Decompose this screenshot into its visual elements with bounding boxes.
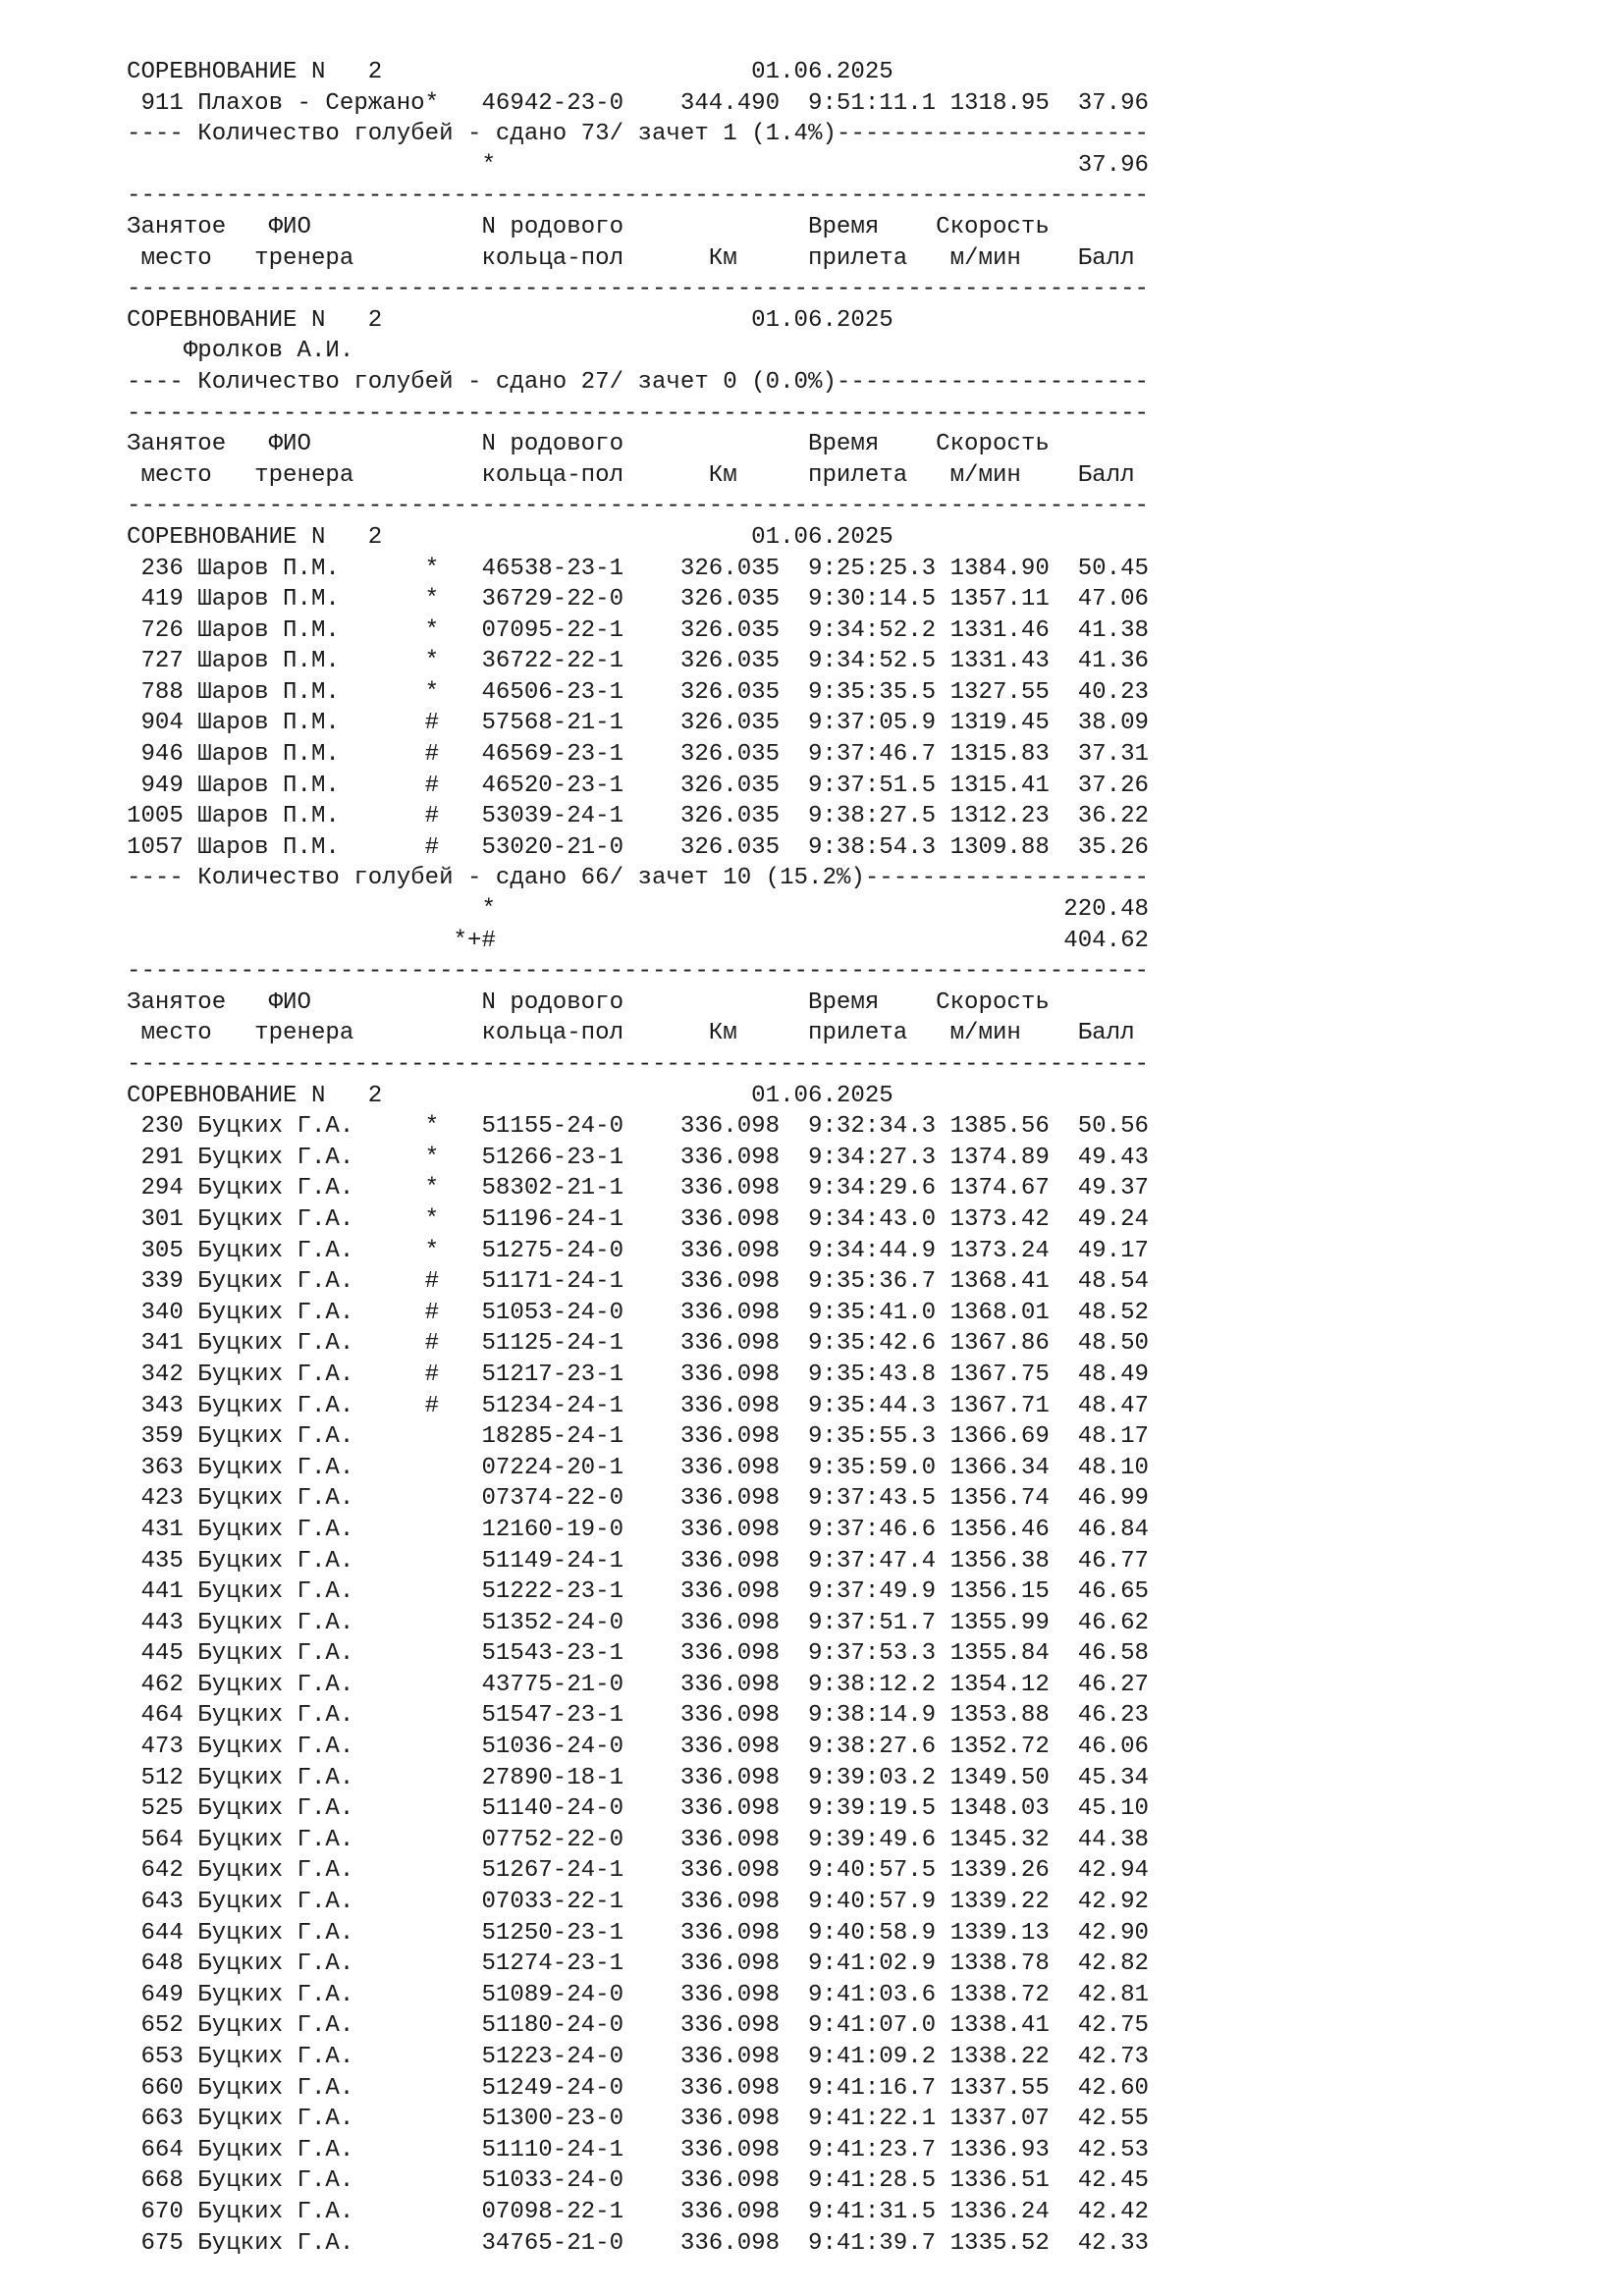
result-row: 462 Буцких Г.А. 43775-21-0 336.098 9:38:12.2 1354.12 46.27 xyxy=(127,1671,1150,1698)
result-row: 670 Буцких Г.А. 07098-22-1 336.098 9:41:31.5 1336.24 42.42 xyxy=(127,2198,1150,2225)
result-row: 946 Шаров П.М. # 46569-23-1 326.035 9:37:46.7 1315.83 37.31 xyxy=(127,741,1150,769)
column-header-row: место тренера кольца-пол Км прилета м/мин Балл xyxy=(127,461,1135,489)
result-row: 668 Буцких Г.А. 51033-24-0 336.098 9:41:28.5 1336.51 42.45 xyxy=(127,2167,1150,2195)
result-row: 788 Шаров П.М. * 46506-23-1 326.035 9:35:35.5 1327.55 40.23 xyxy=(127,678,1150,706)
result-row: 339 Буцких Г.А. # 51171-24-1 336.098 9:35:36.7 1368.41 48.54 xyxy=(127,1268,1150,1296)
result-row: 644 Буцких Г.А. 51250-23-1 336.098 9:40:58.9 1339.13 42.90 xyxy=(127,1919,1150,1947)
result-row: 525 Буцких Г.А. 51140-24-0 336.098 9:39:19.5 1348.03 45.10 xyxy=(127,1795,1150,1823)
result-row: 642 Буцких Г.А. 51267-24-1 336.098 9:40:57.5 1339.26 42.94 xyxy=(127,1857,1150,1885)
result-row: 726 Шаров П.М. * 07095-22-1 326.035 9:34:52.2 1331.46 41.38 xyxy=(127,616,1150,644)
result-row: 643 Буцких Г.А. 07033-22-1 336.098 9:40:57.9 1339.22 42.92 xyxy=(127,1889,1150,1916)
result-row: 342 Буцких Г.А. # 51217-23-1 336.098 9:35:43.8 1367.75 48.49 xyxy=(127,1361,1150,1388)
result-row: 445 Буцких Г.А. 51543-23-1 336.098 9:37:53.3 1355.84 46.58 xyxy=(127,1640,1150,1668)
result-row: 512 Буцких Г.А. 27890-18-1 336.098 9:39:03.2 1349.50 45.34 xyxy=(127,1764,1150,1791)
result-row: 236 Шаров П.М. * 46538-23-1 326.035 9:25:25.3 1384.90 50.45 xyxy=(127,555,1150,582)
result-row: 653 Буцких Г.А. 51223-24-0 336.098 9:41:09.2 1338.22 42.73 xyxy=(127,2044,1150,2070)
result-row: 359 Буцких Г.А. 18285-24-1 336.098 9:35:55.3 1366.69 48.17 xyxy=(127,1423,1150,1451)
result-row: 305 Буцких Г.А. * 51275-24-0 336.098 9:34:44.9 1373.24 49.17 xyxy=(127,1237,1150,1264)
column-header-row: место тренера кольца-пол Км прилета м/мин Балл xyxy=(127,1020,1135,1047)
competition-header: СОРЕВНОВАНИЕ N 2 01.06.2025 xyxy=(127,523,893,551)
result-row: 343 Буцких Г.А. # 51234-24-1 336.098 9:35:44.3 1367.71 48.47 xyxy=(127,1392,1150,1419)
result-row: 291 Буцких Г.А. * 51266-23-1 336.098 9:34:27.3 1374.89 49.43 xyxy=(127,1144,1150,1171)
result-row: 435 Буцких Г.А. 51149-24-1 336.098 9:37:47.4 1356.38 46.77 xyxy=(127,1547,1150,1575)
result-row: 294 Буцких Г.А. * 58302-21-1 336.098 9:34:29.6 1374.67 49.37 xyxy=(127,1175,1150,1202)
column-header-row: Занятое ФИО N родового Время Скорость xyxy=(127,213,1050,240)
points-total-row: *+# 404.62 xyxy=(127,927,1150,954)
points-total-row: * 37.96 xyxy=(127,151,1150,179)
result-row: 664 Буцких Г.А. 51110-24-1 336.098 9:41:23.7 1336.93 42.53 xyxy=(127,2136,1150,2163)
competition-header: СОРЕВНОВАНИЕ N 2 01.06.2025 xyxy=(127,306,893,334)
separator-line: ------------------------------------------------------------------------ xyxy=(127,1051,1150,1078)
result-row: 363 Буцких Г.А. 07224-20-1 336.098 9:35:59.0 1366.34 48.10 xyxy=(127,1454,1150,1481)
pigeon-count-summary: ---- Количество голубей - сдано 66/ зачет 10 (15.2%)-------------------- xyxy=(127,865,1150,892)
result-row: 431 Буцких Г.А. 12160-19-0 336.098 9:37:46.6 1356.46 46.84 xyxy=(127,1516,1150,1543)
result-row: 443 Буцких Г.А. 51352-24-0 336.098 9:37:51.7 1355.99 46.62 xyxy=(127,1609,1150,1636)
result-row: 663 Буцких Г.А. 51300-23-0 336.098 9:41:22.1 1337.07 42.55 xyxy=(127,2106,1150,2133)
separator-line: ------------------------------------------------------------------------ xyxy=(127,276,1150,303)
result-row: 652 Буцких Г.А. 51180-24-0 336.098 9:41:07.0 1338.41 42.75 xyxy=(127,2012,1150,2040)
points-total-row: * 220.48 xyxy=(127,896,1150,924)
pigeon-count-summary: ---- Количество голубей - сдано 27/ зачет 0 (0.0%)---------------------- xyxy=(127,368,1150,396)
competition-header: СОРЕВНОВАНИЕ N 2 01.06.2025 xyxy=(127,59,893,85)
result-row: 230 Буцких Г.А. * 51155-24-0 336.098 9:32:34.3 1385.56 50.56 xyxy=(127,1113,1150,1141)
column-header-row: Занятое ФИО N родового Время Скорость xyxy=(127,431,1050,458)
result-row: 423 Буцких Г.А. 07374-22-0 336.098 9:37:43.5 1356.74 46.99 xyxy=(127,1485,1150,1513)
result-row: 949 Шаров П.М. # 46520-23-1 326.035 9:37:51.5 1315.41 37.26 xyxy=(127,772,1150,799)
competition-header: СОРЕВНОВАНИЕ N 2 01.06.2025 xyxy=(127,1082,893,1109)
column-header-row: Занятое ФИО N родового Время Скорость xyxy=(127,988,1050,1016)
text-line: Фролков А.И. xyxy=(127,338,354,365)
result-row: 675 Буцких Г.А. 34765-21-0 336.098 9:41:39.7 1335.52 42.33 xyxy=(127,2229,1150,2257)
separator-line: ------------------------------------------------------------------------ xyxy=(127,183,1150,210)
separator-line: ------------------------------------------------------------------------ xyxy=(127,958,1150,986)
result-row: 341 Буцких Г.А. # 51125-24-1 336.098 9:35:42.6 1367.86 48.50 xyxy=(127,1330,1150,1358)
separator-line: ------------------------------------------------------------------------ xyxy=(127,400,1150,427)
result-row: 464 Буцких Г.А. 51547-23-1 336.098 9:38:14.9 1353.88 46.23 xyxy=(127,1702,1150,1730)
result-row: 1057 Шаров П.М. # 53020-21-0 326.035 9:38:54.3 1309.88 35.26 xyxy=(127,833,1150,861)
pigeon-count-summary: ---- Количество голубей - сдано 73/ зачет 1 (1.4%)---------------------- xyxy=(127,121,1150,148)
result-row: 911 Плахов - Сержано* 46942-23-0 344.490 9:51:11.1 1318.95 37.96 xyxy=(127,89,1150,117)
result-row: 473 Буцких Г.А. 51036-24-0 336.098 9:38:27.6 1352.72 46.06 xyxy=(127,1734,1150,1761)
result-row: 419 Шаров П.М. * 36729-22-0 326.035 9:30:14.5 1357.11 47.06 xyxy=(127,586,1150,614)
result-row: 1005 Шаров П.М. # 53039-24-1 326.035 9:38:27.5 1312.23 36.22 xyxy=(127,803,1150,830)
result-row: 564 Буцких Г.А. 07752-22-0 336.098 9:39:49.6 1345.32 44.38 xyxy=(127,1826,1150,1853)
separator-line: ------------------------------------------------------------------------ xyxy=(127,493,1150,520)
result-row: 660 Буцких Г.А. 51249-24-0 336.098 9:41:16.7 1337.55 42.60 xyxy=(127,2074,1150,2102)
result-row: 649 Буцких Г.А. 51089-24-0 336.098 9:41:03.6 1338.72 42.81 xyxy=(127,1981,1150,2008)
column-header-row: место тренера кольца-пол Км прилета м/мин Балл xyxy=(127,244,1135,272)
result-row: 727 Шаров П.М. * 36722-22-1 326.035 9:34:52.5 1331.43 41.36 xyxy=(127,648,1150,675)
result-row: 904 Шаров П.М. # 57568-21-1 326.035 9:37:05.9 1319.45 38.09 xyxy=(127,710,1150,737)
result-row: 441 Буцких Г.А. 51222-23-1 336.098 9:37:49.9 1356.15 46.65 xyxy=(127,1578,1150,1606)
result-row: 648 Буцких Г.А. 51274-23-1 336.098 9:41:02.9 1338.78 42.82 xyxy=(127,1950,1150,1978)
result-row: 301 Буцких Г.А. * 51196-24-1 336.098 9:34:43.0 1373.42 49.24 xyxy=(127,1205,1150,1233)
results-document xyxy=(127,57,1521,2259)
result-row: 340 Буцких Г.А. # 51053-24-0 336.098 9:35:41.0 1368.01 48.52 xyxy=(127,1299,1150,1326)
